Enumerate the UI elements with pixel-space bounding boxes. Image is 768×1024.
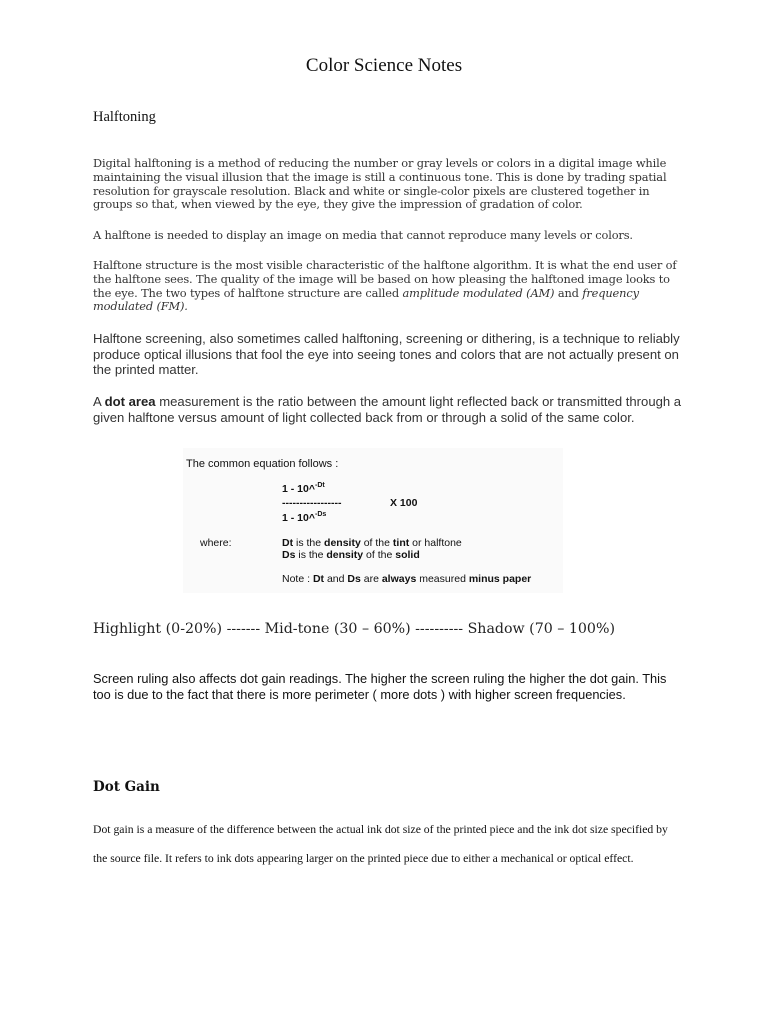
ds-definition: [282, 549, 420, 561]
ds-mid2: of the: [363, 549, 396, 561]
document-title: Color Science Notes: [305, 55, 463, 76]
note-and: and: [324, 573, 348, 585]
note-minus-paper: minus paper: [468, 573, 532, 585]
dt-definition: [282, 537, 462, 549]
note-are: are: [360, 573, 382, 585]
equation-numerator: [282, 482, 325, 495]
numerator-base: 1 - 10^: [282, 483, 315, 495]
halftone-screening-paragraph: Halftone screening, also sometimes called halftoning, screening or dithering, is a technique to reliably produce optical illusions that fool the eye into seeing tones and colors that are not actually present on the printed matter.: [93, 331, 680, 378]
divider-line: -----------------: [282, 497, 342, 509]
fm-term: frequency modulated (FM).: [93, 285, 639, 314]
denominator-base: 1 - 10^: [282, 512, 315, 524]
equation-intro: The common equation follows :: [186, 458, 339, 470]
am-term: amplitude modulated (AM): [402, 285, 555, 300]
p5-post: measurement is the ratio between the amount light reflected back or transmitted through a given halftone versus amount of light collected back from or through a solid of the same color.: [93, 394, 682, 425]
halftoning-paragraph-1: Digital halftoning is a method of reducing the number or gray levels or colors in a digital image while maintaining the visual illusion that the image is still a continuous tone. This is done by trading spatial resolution for grayscale resolution. Black and white or single-color pixels are clustered together in groups so that, when viewed by the eye, they give the impression of gradation of color.: [93, 156, 667, 212]
equation-multiplier: [390, 497, 417, 509]
dot-area-term: dot area: [104, 394, 156, 409]
numerator-exponent: -Dt: [314, 482, 325, 489]
dt-density: density: [324, 537, 361, 549]
p3-and: and: [554, 285, 583, 300]
note-ds: Ds: [347, 573, 361, 585]
dt-mid2: of the: [360, 537, 393, 549]
equation-denominator: [282, 511, 326, 524]
note-always: always: [381, 573, 417, 585]
multiplier-text: X 100: [390, 497, 418, 509]
equation-note: [282, 573, 531, 585]
equation-divider: [282, 497, 341, 509]
tone-range-scale: Highlight (0-20%) ------- Mid-tone (30 – 60%) ---------- Shadow (70 – 100%): [93, 621, 615, 637]
dot-area-equation-figure: [183, 448, 563, 593]
note-measured: measured: [416, 573, 469, 585]
p3-text: Halftone structure is the most visible characteristic of the halftone algorithm. It is what the end user of the halftone sees. The quality of the image will be based on how pleasing the halftoned image looks to the eye. The two types of halftone structure are called: [93, 258, 677, 300]
dot-area-paragraph: [93, 394, 683, 425]
ds-term: Ds: [282, 549, 296, 561]
section-heading-halftoning: Halftoning: [93, 109, 156, 125]
p5-pre: A: [93, 394, 105, 409]
section-heading-dot-gain: Dot Gain: [93, 779, 160, 795]
note-label: Note :: [282, 573, 313, 585]
note-dt: Dt: [312, 573, 325, 585]
screen-ruling-paragraph: Screen ruling also affects dot gain readings. The higher the screen ruling the higher the dot gain. This too is due to the fact that there is more perimeter ( more dots ) with higher screen frequencies.: [93, 671, 667, 703]
ds-mid: is the: [295, 549, 327, 561]
dt-tint: tint: [392, 537, 410, 549]
dt-term: Dt: [282, 537, 294, 549]
halftoning-paragraph-2: A halftone is needed to display an image on media that cannot reproduce many levels or colors.: [93, 228, 633, 242]
ds-solid: solid: [395, 549, 420, 561]
dot-gain-paragraph: Dot gain is a measure of the difference between the actual ink dot size of the printed piece and the ink dot size specified by the source file. It refers to ink dots appearing larger on the printed piece due to either a mechanical or optical effect.: [93, 823, 668, 866]
dt-end: or halftone: [409, 537, 462, 549]
where-label: where:: [200, 537, 232, 549]
halftoning-paragraph-3: [93, 259, 685, 314]
ds-density: density: [326, 549, 364, 561]
dt-mid: is the: [293, 537, 325, 549]
denominator-exponent: -Ds: [314, 511, 327, 518]
